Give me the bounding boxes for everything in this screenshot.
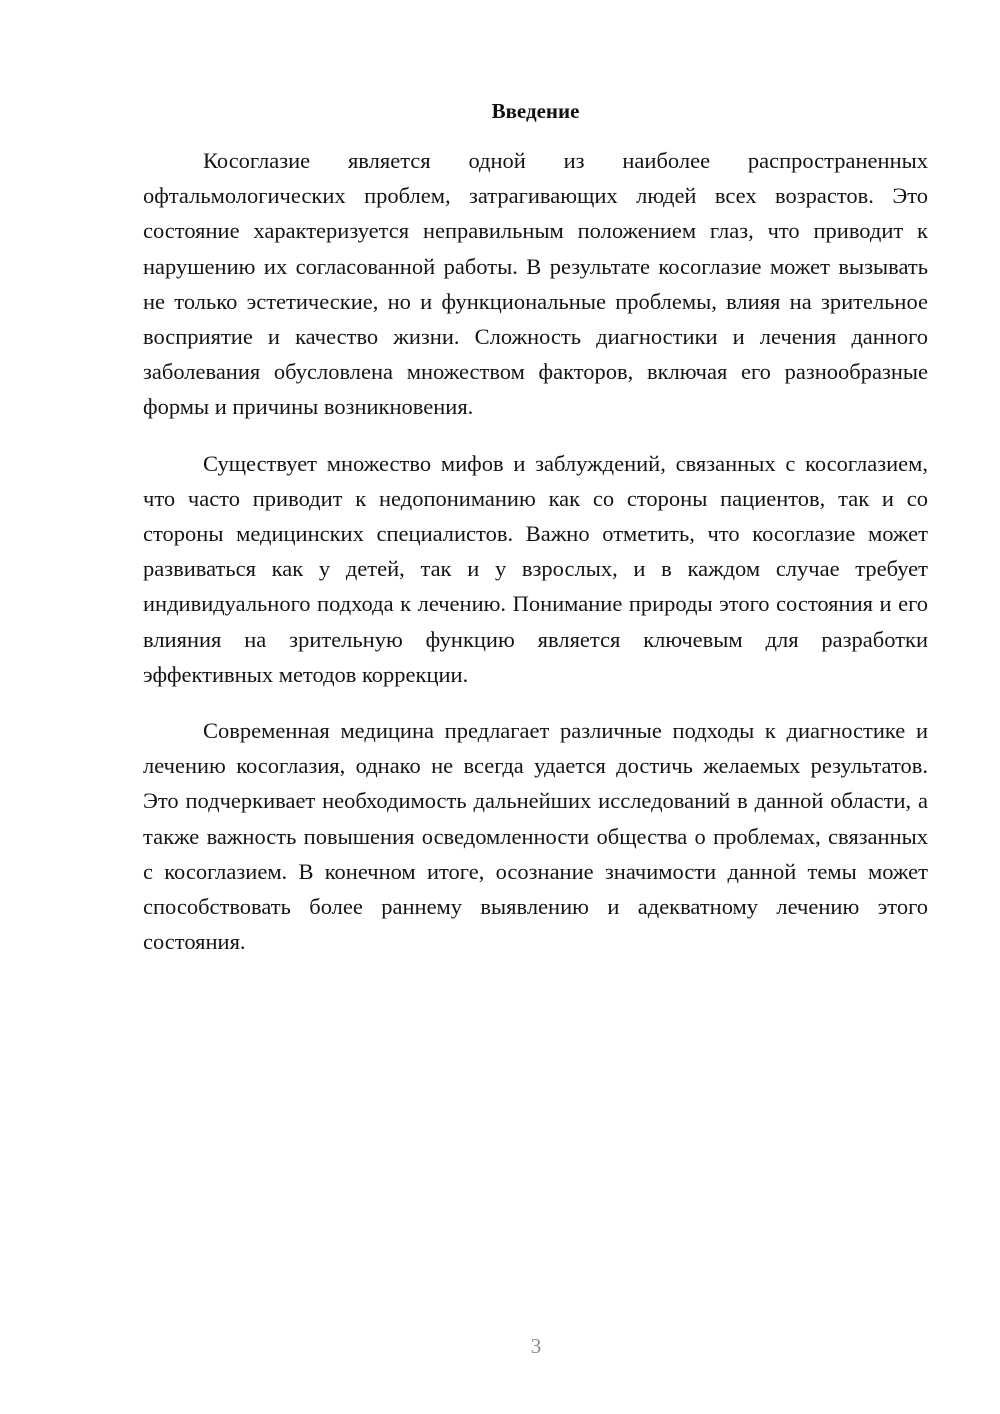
paragraph-myths: Существует множество мифов и заблуждений, связанных с косоглазием, что часто приводит к недопониманию как со стороны пациентов, так и со стороны медицинских специалистов. Важно отметить, что косоглазие может развиваться как у детей, так и у взрослых, и в каждом случае требует индивидуального подхода к лечению. Понимание природы этого состояния и его влияния на зрительную функцию является ключевым для разработки эффективных методов коррекции. bbox=[143, 450, 928, 687]
body-text bbox=[143, 143, 928, 959]
paragraph-intro: Косоглазие является одной из наиболее распространенных офтальмологических проблем, затрагивающих людей всех возрастов. Это состояние характеризуется неправильным положением глаз, что приводит к нарушению их согласованной работы. В результате косоглазие может вызывать не только эстетические, но и функциональные проблемы, влияя на зрительное восприятие и качество жизни. Сложность диагностики и лечения данного заболевания обусловлена множеством факторов, включая его разнообразные формы и причины возникновения. bbox=[143, 148, 928, 420]
section-heading: Введение bbox=[491, 99, 580, 123]
paragraph-modern-medicine: Современная медицина предлагает различные подходы к диагностике и лечению косоглазия, однако не всегда удается достичь желаемых результатов. Это подчеркивает необходимость дальнейших исследований в данной области, а также важность повышения осведомленности общества о проблемах, связанных с косоглазием. В конечном итоге, осознание значимости данной темы может способствовать более раннему выявлению и адекватному лечению этого состояния. bbox=[143, 718, 928, 955]
page-number: 3 bbox=[530, 1334, 542, 1358]
